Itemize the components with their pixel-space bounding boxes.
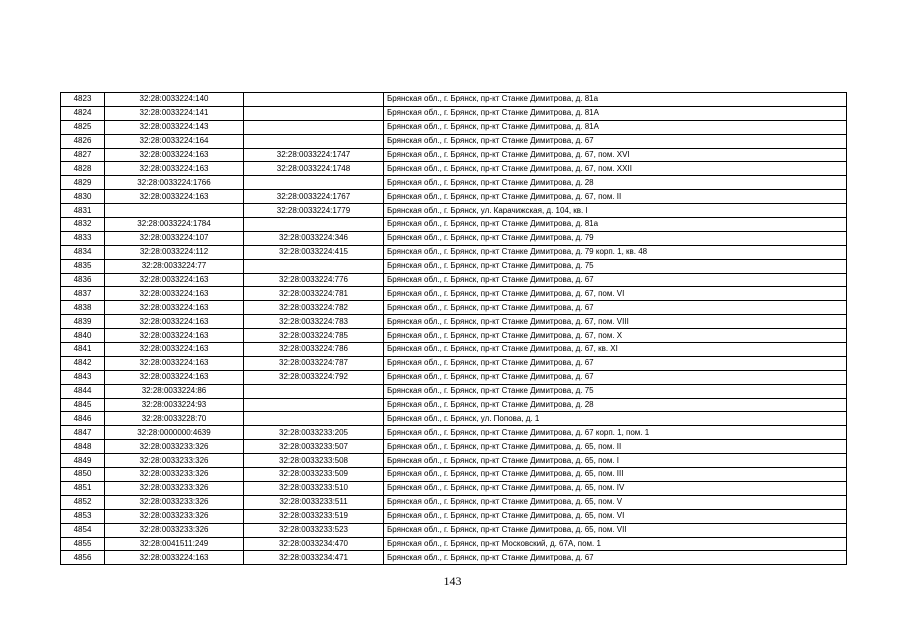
address-cell: Брянская обл., г. Брянск, пр-кт Станке Димитрова, д. 75 xyxy=(384,259,847,273)
linked-cadastral-number-cell: 32:28:0033224:1779 xyxy=(244,204,384,218)
table-row xyxy=(61,551,847,565)
table-row xyxy=(61,231,847,245)
table-row xyxy=(61,329,847,343)
page-number: 143 xyxy=(443,574,462,588)
table-row xyxy=(61,204,847,218)
row-number-cell: 4838 xyxy=(61,301,105,315)
linked-cadastral-number-cell: 32:28:0033224:1747 xyxy=(244,148,384,162)
row-number-cell: 4855 xyxy=(61,537,105,551)
address-cell: Брянская обл., г. Брянск, пр-кт Станке Димитрова, д. 81а xyxy=(384,218,847,232)
table-row xyxy=(61,356,847,370)
cadastral-number-cell: 32:28:0041511:249 xyxy=(105,537,244,551)
row-number-cell: 4827 xyxy=(61,148,105,162)
address-cell: Брянская обл., г. Брянск, пр-кт Станке Димитрова, д. 28 xyxy=(384,176,847,190)
property-register-table xyxy=(60,92,847,565)
cadastral-number-cell: 32:28:0033224:112 xyxy=(105,245,244,259)
address-cell: Брянская обл., г. Брянск, пр-кт Станке Димитрова, д. 67 xyxy=(384,551,847,565)
linked-cadastral-number-cell: 32:28:0033233:205 xyxy=(244,426,384,440)
address-cell: Брянская обл., г. Брянск, пр-кт Станке Димитрова, д. 81а xyxy=(384,93,847,107)
table-row xyxy=(61,176,847,190)
row-number-cell: 4836 xyxy=(61,273,105,287)
row-number-cell: 4853 xyxy=(61,509,105,523)
cadastral-number-cell xyxy=(105,204,244,218)
cadastral-number-cell: 32:28:0033224:77 xyxy=(105,259,244,273)
linked-cadastral-number-cell: 32:28:0033224:792 xyxy=(244,370,384,384)
cadastral-number-cell: 32:28:0033224:163 xyxy=(105,329,244,343)
row-number-cell: 4835 xyxy=(61,259,105,273)
address-cell: Брянская обл., г. Брянск, пр-кт Станке Димитрова, д. 67 xyxy=(384,134,847,148)
row-number-cell: 4842 xyxy=(61,356,105,370)
row-number-cell: 4852 xyxy=(61,495,105,509)
table-row xyxy=(61,426,847,440)
row-number-cell: 4839 xyxy=(61,315,105,329)
cadastral-number-cell: 32:28:0033224:93 xyxy=(105,398,244,412)
row-number-cell: 4849 xyxy=(61,454,105,468)
cadastral-number-cell: 32:28:0033224:163 xyxy=(105,343,244,357)
row-number-cell: 4830 xyxy=(61,190,105,204)
address-cell: Брянская обл., г. Брянск, пр-кт Станке Димитрова, д. 67, пом. II xyxy=(384,190,847,204)
address-cell: Брянская обл., г. Брянск, пр-кт Станке Димитрова, д. 67, пом. X xyxy=(384,329,847,343)
row-number-cell: 4825 xyxy=(61,120,105,134)
address-cell: Брянская обл., г. Брянск, пр-кт Станке Димитрова, д. 65, пом. VI xyxy=(384,509,847,523)
cadastral-number-cell: 32:28:0033224:163 xyxy=(105,148,244,162)
row-number-cell: 4846 xyxy=(61,412,105,426)
row-number-cell: 4848 xyxy=(61,440,105,454)
table-row xyxy=(61,398,847,412)
address-cell: Брянская обл., г. Брянск, пр-кт Станке Димитрова, д. 75 xyxy=(384,384,847,398)
linked-cadastral-number-cell: 32:28:0033224:785 xyxy=(244,329,384,343)
address-cell: Брянская обл., г. Брянск, пр-кт Станке Димитрова, д. 81А xyxy=(384,120,847,134)
cadastral-number-cell: 32:28:0033224:1784 xyxy=(105,218,244,232)
address-cell: Брянская обл., г. Брянск, пр-кт Станке Димитрова, д. 67 корп. 1, пом. 1 xyxy=(384,426,847,440)
linked-cadastral-number-cell: 32:28:0033224:1748 xyxy=(244,162,384,176)
address-cell: Брянская обл., г. Брянск, ул. Попова, д. 1 xyxy=(384,412,847,426)
cadastral-number-cell: 32:28:0033233:326 xyxy=(105,481,244,495)
cadastral-number-cell: 32:28:0033233:326 xyxy=(105,440,244,454)
row-number-cell: 4851 xyxy=(61,481,105,495)
row-number-cell: 4844 xyxy=(61,384,105,398)
cadastral-number-cell: 32:28:0033224:107 xyxy=(105,231,244,245)
address-cell: Брянская обл., г. Брянск, пр-кт Станке Димитрова, д. 65, пом. IV xyxy=(384,481,847,495)
linked-cadastral-number-cell xyxy=(244,134,384,148)
linked-cadastral-number-cell xyxy=(244,259,384,273)
table-row xyxy=(61,245,847,259)
row-number-cell: 4840 xyxy=(61,329,105,343)
cadastral-number-cell: 32:28:0033233:326 xyxy=(105,468,244,482)
row-number-cell: 4837 xyxy=(61,287,105,301)
address-cell: Брянская обл., г. Брянск, пр-кт Станке Димитрова, д. 65, пом. VII xyxy=(384,523,847,537)
address-cell: Брянская обл., г. Брянск, пр-кт Станке Димитрова, д. 79 корп. 1, кв. 48 xyxy=(384,245,847,259)
table-row xyxy=(61,343,847,357)
table-row xyxy=(61,120,847,134)
table-row xyxy=(61,537,847,551)
table-row xyxy=(61,190,847,204)
table-row xyxy=(61,384,847,398)
address-cell: Брянская обл., г. Брянск, пр-кт Станке Димитрова, д. 67, кв. XI xyxy=(384,343,847,357)
table-row xyxy=(61,301,847,315)
linked-cadastral-number-cell xyxy=(244,176,384,190)
table-body xyxy=(61,93,847,565)
cadastral-number-cell: 32:28:0033228:70 xyxy=(105,412,244,426)
address-cell: Брянская обл., г. Брянск, пр-кт Станке Димитрова, д. 81А xyxy=(384,106,847,120)
cadastral-number-cell: 32:28:0033224:140 xyxy=(105,93,244,107)
linked-cadastral-number-cell: 32:28:0033233:508 xyxy=(244,454,384,468)
cadastral-number-cell: 32:28:0033224:163 xyxy=(105,356,244,370)
row-number-cell: 4824 xyxy=(61,106,105,120)
table-row xyxy=(61,287,847,301)
row-number-cell: 4847 xyxy=(61,426,105,440)
address-cell: Брянская обл., г. Брянск, пр-кт Станке Димитрова, д. 67 xyxy=(384,356,847,370)
linked-cadastral-number-cell xyxy=(244,398,384,412)
linked-cadastral-number-cell xyxy=(244,106,384,120)
table-row xyxy=(61,481,847,495)
linked-cadastral-number-cell: 32:28:0033224:346 xyxy=(244,231,384,245)
linked-cadastral-number-cell xyxy=(244,93,384,107)
row-number-cell: 4854 xyxy=(61,523,105,537)
cadastral-number-cell: 32:28:0033224:163 xyxy=(105,287,244,301)
cadastral-number-cell: 32:28:0033224:143 xyxy=(105,120,244,134)
linked-cadastral-number-cell: 32:28:0033233:511 xyxy=(244,495,384,509)
row-number-cell: 4834 xyxy=(61,245,105,259)
row-number-cell: 4823 xyxy=(61,93,105,107)
linked-cadastral-number-cell: 32:28:0033224:781 xyxy=(244,287,384,301)
linked-cadastral-number-cell xyxy=(244,218,384,232)
cadastral-number-cell: 32:28:0033224:163 xyxy=(105,315,244,329)
linked-cadastral-number-cell: 32:28:0033224:787 xyxy=(244,356,384,370)
linked-cadastral-number-cell: 32:28:0033233:509 xyxy=(244,468,384,482)
linked-cadastral-number-cell: 32:28:0033233:523 xyxy=(244,523,384,537)
table-row xyxy=(61,440,847,454)
cadastral-number-cell: 32:28:0033224:163 xyxy=(105,273,244,287)
linked-cadastral-number-cell: 32:28:0033233:507 xyxy=(244,440,384,454)
table-row xyxy=(61,454,847,468)
row-number-cell: 4850 xyxy=(61,468,105,482)
address-cell: Брянская обл., г. Брянск, пр-кт Станке Димитрова, д. 67, пом. VI xyxy=(384,287,847,301)
linked-cadastral-number-cell: 32:28:0033224:776 xyxy=(244,273,384,287)
address-cell: Брянская обл., г. Брянск, пр-кт Станке Димитрова, д. 65, пом. I xyxy=(384,454,847,468)
cadastral-number-cell: 32:28:0033233:326 xyxy=(105,509,244,523)
address-cell: Брянская обл., г. Брянск, пр-кт Станке Димитрова, д. 67, пом. XXII xyxy=(384,162,847,176)
address-cell: Брянская обл., г. Брянск, пр-кт Станке Димитрова, д. 65, пом. V xyxy=(384,495,847,509)
address-cell: Брянская обл., г. Брянск, пр-кт Станке Димитрова, д. 67 xyxy=(384,301,847,315)
cadastral-number-cell: 32:28:0033224:1766 xyxy=(105,176,244,190)
table-row xyxy=(61,370,847,384)
table-row xyxy=(61,162,847,176)
table-row xyxy=(61,315,847,329)
table-row xyxy=(61,106,847,120)
table-row xyxy=(61,468,847,482)
cadastral-number-cell: 32:28:0000000:4639 xyxy=(105,426,244,440)
row-number-cell: 4832 xyxy=(61,218,105,232)
row-number-cell: 4829 xyxy=(61,176,105,190)
table-row xyxy=(61,259,847,273)
table-row xyxy=(61,93,847,107)
table-row xyxy=(61,134,847,148)
cadastral-number-cell: 32:28:0033233:326 xyxy=(105,454,244,468)
table-row xyxy=(61,509,847,523)
address-cell: Брянская обл., г. Брянск, ул. Карачижская, д. 104, кв. I xyxy=(384,204,847,218)
address-cell: Брянская обл., г. Брянск, пр-кт Московский, д. 67А, пом. 1 xyxy=(384,537,847,551)
linked-cadastral-number-cell xyxy=(244,412,384,426)
cadastral-number-cell: 32:28:0033224:141 xyxy=(105,106,244,120)
table-row xyxy=(61,273,847,287)
row-number-cell: 4833 xyxy=(61,231,105,245)
cadastral-number-cell: 32:28:0033224:164 xyxy=(105,134,244,148)
cadastral-number-cell: 32:28:0033224:86 xyxy=(105,384,244,398)
row-number-cell: 4828 xyxy=(61,162,105,176)
table-row xyxy=(61,412,847,426)
cadastral-number-cell: 32:28:0033233:326 xyxy=(105,523,244,537)
linked-cadastral-number-cell: 32:28:0033224:1767 xyxy=(244,190,384,204)
linked-cadastral-number-cell: 32:28:0033233:510 xyxy=(244,481,384,495)
linked-cadastral-number-cell: 32:28:0033224:783 xyxy=(244,315,384,329)
cadastral-number-cell: 32:28:0033224:163 xyxy=(105,551,244,565)
row-number-cell: 4843 xyxy=(61,370,105,384)
address-cell: Брянская обл., г. Брянск, пр-кт Станке Димитрова, д. 28 xyxy=(384,398,847,412)
linked-cadastral-number-cell: 32:28:0033224:782 xyxy=(244,301,384,315)
linked-cadastral-number-cell: 32:28:0033224:415 xyxy=(244,245,384,259)
linked-cadastral-number-cell: 32:28:0033224:786 xyxy=(244,343,384,357)
cadastral-number-cell: 32:28:0033224:163 xyxy=(105,370,244,384)
row-number-cell: 4845 xyxy=(61,398,105,412)
linked-cadastral-number-cell: 32:28:0033233:519 xyxy=(244,509,384,523)
table-row xyxy=(61,495,847,509)
table-row xyxy=(61,148,847,162)
linked-cadastral-number-cell: 32:28:0033234:471 xyxy=(244,551,384,565)
linked-cadastral-number-cell: 32:28:0033234:470 xyxy=(244,537,384,551)
address-cell: Брянская обл., г. Брянск, пр-кт Станке Димитрова, д. 65, пом. II xyxy=(384,440,847,454)
address-cell: Брянская обл., г. Брянск, пр-кт Станке Димитрова, д. 67 xyxy=(384,273,847,287)
table-row xyxy=(61,523,847,537)
table-row xyxy=(61,218,847,232)
row-number-cell: 4826 xyxy=(61,134,105,148)
cadastral-number-cell: 32:28:0033224:163 xyxy=(105,190,244,204)
row-number-cell: 4831 xyxy=(61,204,105,218)
address-cell: Брянская обл., г. Брянск, пр-кт Станке Димитрова, д. 67, пом. XVI xyxy=(384,148,847,162)
cadastral-number-cell: 32:28:0033233:326 xyxy=(105,495,244,509)
cadastral-number-cell: 32:28:0033224:163 xyxy=(105,301,244,315)
row-number-cell: 4841 xyxy=(61,343,105,357)
address-cell: Брянская обл., г. Брянск, пр-кт Станке Димитрова, д. 67, пом. VIII xyxy=(384,315,847,329)
row-number-cell: 4856 xyxy=(61,551,105,565)
address-cell: Брянская обл., г. Брянск, пр-кт Станке Димитрова, д. 65, пом. III xyxy=(384,468,847,482)
address-cell: Брянская обл., г. Брянск, пр-кт Станке Димитрова, д. 67 xyxy=(384,370,847,384)
linked-cadastral-number-cell xyxy=(244,384,384,398)
linked-cadastral-number-cell xyxy=(244,120,384,134)
cadastral-number-cell: 32:28:0033224:163 xyxy=(105,162,244,176)
address-cell: Брянская обл., г. Брянск, пр-кт Станке Димитрова, д. 79 xyxy=(384,231,847,245)
